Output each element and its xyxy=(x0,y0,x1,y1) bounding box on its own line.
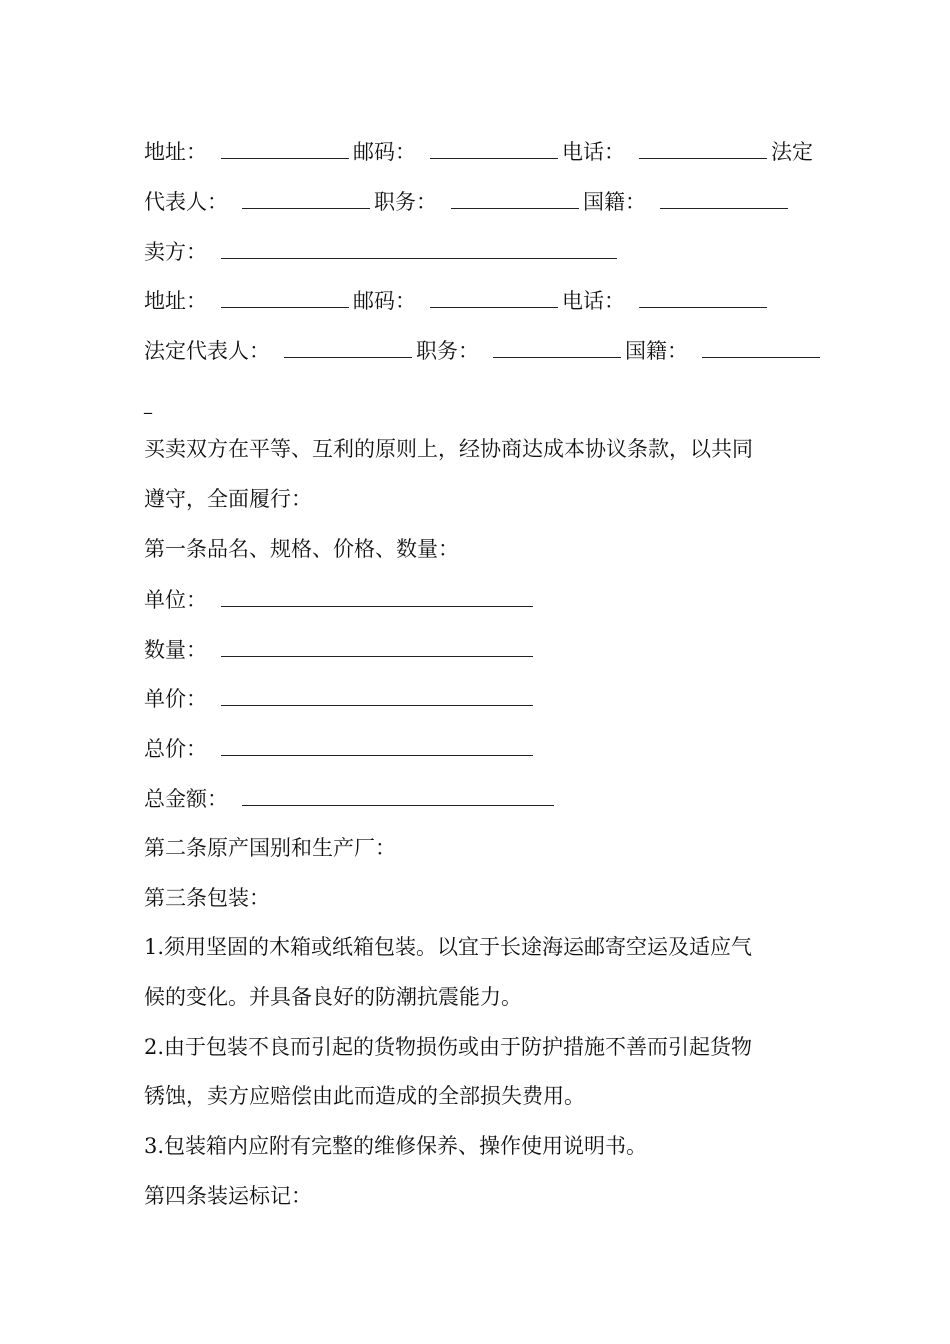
article4-title: 第四条装运标记： xyxy=(144,1184,312,1208)
seller-postcode-blank xyxy=(430,287,558,308)
item1-number: 1. xyxy=(144,935,165,959)
unit-label: 单位： xyxy=(144,588,207,612)
wrapped-underline: _ xyxy=(144,395,152,414)
item3-number: 3. xyxy=(144,1134,165,1158)
legal-rep-blank xyxy=(242,188,370,209)
article3-item2-line1 xyxy=(144,1034,752,1060)
legal-rep-label-part1: 法定 xyxy=(771,140,813,164)
item2-number: 2. xyxy=(144,1035,165,1059)
total-price-blank xyxy=(221,735,533,756)
article1-title: 第一条品名、规格、价格、数量： xyxy=(144,537,459,561)
seller-phone-blank xyxy=(639,287,767,308)
article3-item1-line2: 候的变化。并具备良好的防潮抗震能力。 xyxy=(144,985,522,1009)
seller-legal-rep-label: 法定代表人： xyxy=(144,339,270,363)
article2-title: 第二条原产国别和生产厂： xyxy=(144,836,396,860)
buyer-contact-line xyxy=(144,138,813,165)
seller-phone-label: 电话： xyxy=(562,289,625,313)
total-amount-label: 总金额： xyxy=(144,787,228,811)
unit-price-line xyxy=(144,685,537,712)
article3-title: 第三条包装： xyxy=(144,886,270,910)
unit-line xyxy=(144,586,537,613)
item3-text-line1: 包装箱内应附有完整的维修保养、操作使用说明书。 xyxy=(164,1134,648,1158)
seller-postcode-label: 邮码： xyxy=(353,289,416,313)
total-price-label: 总价： xyxy=(144,737,207,761)
seller-legal-rep-blank xyxy=(284,337,412,358)
seller-line xyxy=(144,238,621,265)
seller-contact-line xyxy=(144,287,771,314)
article3-item1-line1 xyxy=(144,934,752,960)
intro-line-2: 遵守，全面履行： xyxy=(144,487,312,511)
quantity-line xyxy=(144,636,537,663)
total-price-line xyxy=(144,735,537,762)
legal-rep-label-part2: 代表人： xyxy=(144,190,228,214)
total-amount-line xyxy=(144,785,558,812)
address-label: 地址： xyxy=(144,140,207,164)
total-amount-blank xyxy=(242,785,554,806)
article3-item3-line1 xyxy=(144,1133,647,1159)
postcode-blank xyxy=(430,138,558,159)
quantity-blank xyxy=(221,636,533,657)
phone-label: 电话： xyxy=(562,140,625,164)
unit-price-blank xyxy=(221,685,533,706)
nationality-label: 国籍： xyxy=(583,190,646,214)
intro-line-1: 买卖双方在平等、互利的原则上，经协商达成本协议条款，以共同 xyxy=(144,437,753,461)
seller-label: 卖方： xyxy=(144,240,207,264)
seller-position-label: 职务： xyxy=(416,339,479,363)
buyer-rep-line xyxy=(144,188,792,215)
item2-text-line1: 由于包装不良而引起的货物损伤或由于防护措施不善而引起货物 xyxy=(164,1035,753,1059)
item1-text-line1: 须用坚固的木箱或纸箱包装。以宜于长途海运邮寄空运及适应气 xyxy=(164,935,753,959)
seller-rep-line xyxy=(144,337,820,364)
seller-position-blank xyxy=(493,337,621,358)
article3-item2-line2: 锈蚀，卖方应赔偿由此而造成的全部损失费用。 xyxy=(144,1084,585,1108)
seller-name-blank xyxy=(221,238,617,259)
quantity-label: 数量： xyxy=(144,638,207,662)
address-blank xyxy=(221,138,349,159)
seller-nationality-label: 国籍： xyxy=(625,339,688,363)
position-blank xyxy=(451,188,579,209)
unit-price-label: 单价： xyxy=(144,687,207,711)
postcode-label: 邮码： xyxy=(353,140,416,164)
unit-blank xyxy=(221,586,533,607)
nationality-blank xyxy=(660,188,788,209)
seller-nationality-blank xyxy=(702,337,820,358)
position-label: 职务： xyxy=(374,190,437,214)
seller-address-label: 地址： xyxy=(144,289,207,313)
phone-blank xyxy=(639,138,767,159)
seller-address-blank xyxy=(221,287,349,308)
